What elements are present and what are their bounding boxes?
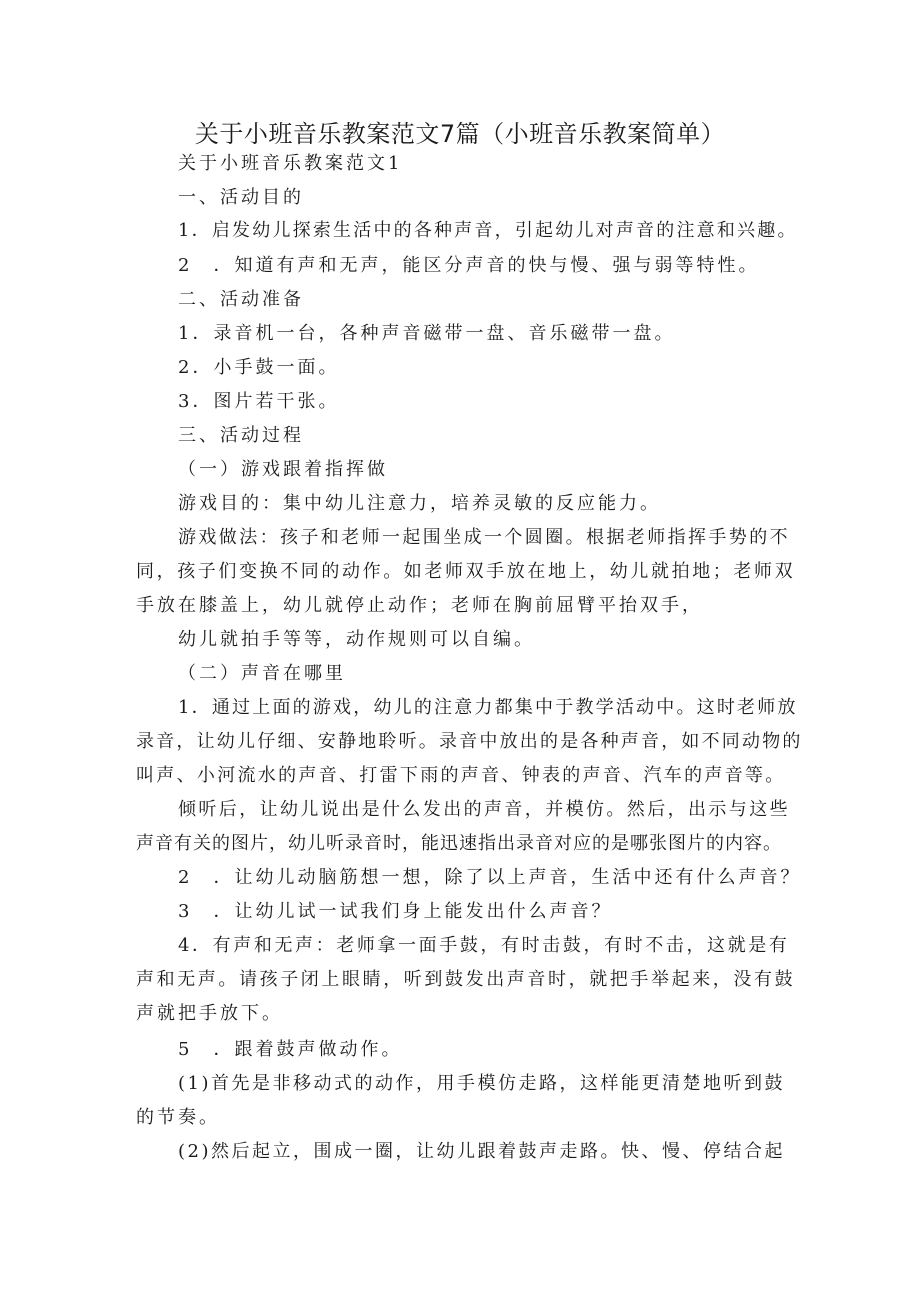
paragraph-line: 3 ．让幼儿试一试我们身上能发出什么声音？ — [178, 901, 613, 922]
paragraph-line: 声音有关的图片，幼儿听录音时，能迅速指出录音对应的是哪张图片的内容。 — [136, 833, 782, 854]
paragraph-line: 游戏做法：孩子和老师一起围坐成一个圆圈。根据老师指挥手势的不 — [178, 527, 790, 548]
paragraph-line: 叫声、小河流水的声音、打雷下雨的声音、钟表的声音、汽车的声音等。 — [136, 765, 786, 786]
paragraph-line: 1．录音机一台，各种声音磁带一盘、音乐磁带一盘。 — [178, 323, 676, 344]
paragraph-line: 5 ．跟着鼓声做动作。 — [178, 1039, 403, 1060]
paragraph-line: 1．启发幼儿探索生活中的各种声音，引起幼儿对声音的注意和兴趣。 — [178, 220, 798, 241]
paragraph-line: 4．有声和无声：老师拿一面手鼓，有时击鼓，有时不击，这就是有 — [178, 935, 790, 956]
paragraph-line: 2 ．知道有声和无声，能区分声音的快与慢、强与弱等特性。 — [178, 255, 760, 276]
section-heading: 一、活动目的 — [178, 187, 304, 208]
paragraph-line: 声和无声。请孩子闭上眼睛，听到鼓发出声音时，就把手举起来，没有鼓 — [136, 969, 796, 990]
paragraph-line: 2．小手鼓一面。 — [178, 357, 340, 378]
paragraph-line: 的节奏。 — [136, 1107, 220, 1128]
paragraph-line: 幼儿就拍手等等，动作规则可以自编。 — [178, 629, 535, 650]
paragraph-line: 1．通过上面的游戏，幼儿的注意力都集中于教学活动中。这时老师放 — [178, 697, 798, 718]
paragraph-line: (1)首先是非移动式的动作，用手模仿走路，这样能更清楚地听到鼓 — [178, 1073, 785, 1094]
paragraph-line: 倾听后，让幼儿说出是什么发出的声音，并模仿。然后，出示与这些 — [178, 799, 790, 820]
paragraph-line: 声就把手放下。 — [136, 1003, 283, 1024]
subsection-heading: （一）游戏跟着指挥做 — [178, 459, 388, 480]
section-heading: 三、活动过程 — [178, 425, 304, 446]
paragraph-line: (2)然后起立，围成一圈，让幼儿跟着鼓声走路。快、慢、停结合起 — [178, 1141, 785, 1162]
paragraph-line: 同，孩子们变换不同的动作。如老师双手放在地上，幼儿就拍地；老师双 — [136, 561, 796, 582]
paragraph-line: 游戏目的：集中幼儿注意力，培养灵敏的反应能力。 — [178, 493, 661, 514]
section-heading: 关于小班音乐教案范文1 — [178, 153, 403, 174]
document-title: 关于小班音乐教案范文7篇（小班音乐教案简单） — [194, 120, 726, 148]
paragraph-line: 手放在膝盖上，幼儿就停止动作；老师在胸前屈臂平抬双手， — [136, 595, 703, 616]
section-heading: 二、活动准备 — [178, 289, 304, 310]
paragraph-line: 录音，让幼儿仔细、安静地聆听。录音中放出的是各种声音，如不同动物的 — [136, 731, 803, 752]
paragraph-line: 2 ．让幼儿动脑筋想一想，除了以上声音，生活中还有什么声音？ — [178, 867, 802, 888]
paragraph-line: 3．图片若干张。 — [178, 391, 340, 412]
subsection-heading: （二）声音在哪里 — [178, 663, 346, 684]
